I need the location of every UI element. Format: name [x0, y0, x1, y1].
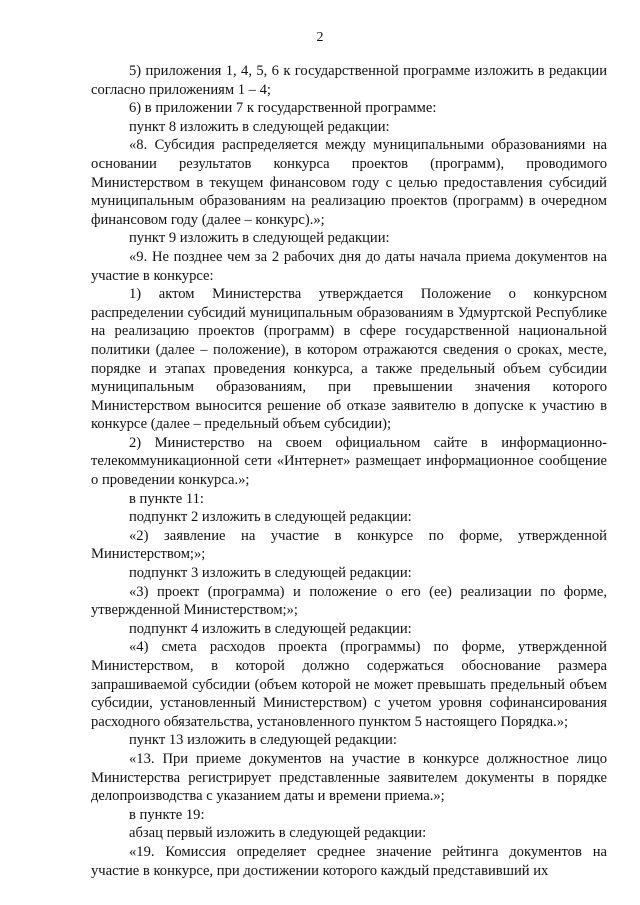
paragraph-subpoint-2-text: «2) заявление на участие в конкурсе по форме, утвержденной Министерством;»; [91, 527, 607, 563]
paragraph-point-8-text: «8. Субсидия распределяется между муниципальными образованиями на основании результатов конкурса проектов (программ), проводимого Министерством в текущем финансовом году с целью предоставления субсидий муниципальным образованиям на реализацию проектов (программ) в очередном финансовом году (далее – конкурс).»; [91, 137, 607, 228]
paragraph-subpoint-4-heading: подпункт 4 изложить в следующей редакции: [129, 620, 412, 637]
paragraph-subpoint-3-heading: подпункт 3 изложить в следующей редакции: [129, 565, 412, 582]
paragraph-point-11-heading: в пункте 11: [129, 490, 204, 507]
paragraph-point-9-sub-2: 2) Министерство на своем официальном сайте в информационно-телекоммуникационной сети «Интернет» размещает информационное сообщение о проведении конкурса.»; [91, 434, 607, 489]
paragraph-item-6: 6) в приложении 7 к государственной программе: [129, 100, 437, 117]
paragraph-abzac-heading: абзац первый изложить в следующей редакции: [129, 825, 427, 842]
document-body [91, 62, 607, 880]
paragraph-point-9-text: «9. Не позднее чем за 2 рабочих дня до даты начала приема документов на участие в конкурсе: [91, 248, 607, 284]
paragraph-subpoint-3-text: «3) проект (программа) и положение о его (ее) реализации по форме, утвержденной Министерством;»; [91, 583, 607, 619]
paragraph-point-9-heading: пункт 9 изложить в следующей редакции: [129, 230, 390, 247]
paragraph-point-8-heading: пункт 8 изложить в следующей редакции: [129, 118, 390, 135]
paragraph-point-9-sub-1: 1) актом Министерства утверждается Положение о конкурсном распределении субсидий муниципальным образованиям в Удмуртской Республике на реализацию проектов (программ) в сфере государственной национальной политики (далее – положение), в котором отражаются сведения о сроках, месте, порядке и этапах проведения конкурса, а также предельный объем субсидии муниципальным образованиям, при превышении значения которого Министерством выносится решение об отказе заявителю в допуске к участию в конкурсе (далее – предельный объем субсидии); [91, 286, 607, 433]
paragraph-point-19-heading: в пункте 19: [129, 806, 205, 823]
page-number: 2 [316, 30, 324, 45]
paragraph-point-19-text: «19. Комиссия определяет среднее значение рейтинга документов на участие в конкурсе, при достижении которого каждый представивший их [91, 843, 607, 879]
paragraph-subpoint-2-heading: подпункт 2 изложить в следующей редакции: [129, 509, 412, 526]
paragraph-subpoint-4-text: «4) смета расходов проекта (программы) по форме, утвержденной Министерством, в которой должно содержаться обоснование размера запрашиваемой субсидии (объем которой не может превышать предельный объем субсидии, установленный Министерством) с учетом уровня софинансирования расходного обязательства, установленного пунктом 5 настоящего Порядка.»; [91, 639, 607, 730]
paragraph-item-5: 5) приложения 1, 4, 5, 6 к государственной программе изложить в редакции согласно приложениям 1 – 4; [91, 63, 607, 98]
paragraph-point-13-heading: пункт 13 изложить в следующей редакции: [129, 732, 397, 749]
paragraph-point-13-text: «13. При приеме документов на участие в конкурсе должностное лицо Министерства регистрирует представленные заявителем документы в порядке делопроизводства с указанием даты и времени приема.»; [91, 750, 607, 805]
